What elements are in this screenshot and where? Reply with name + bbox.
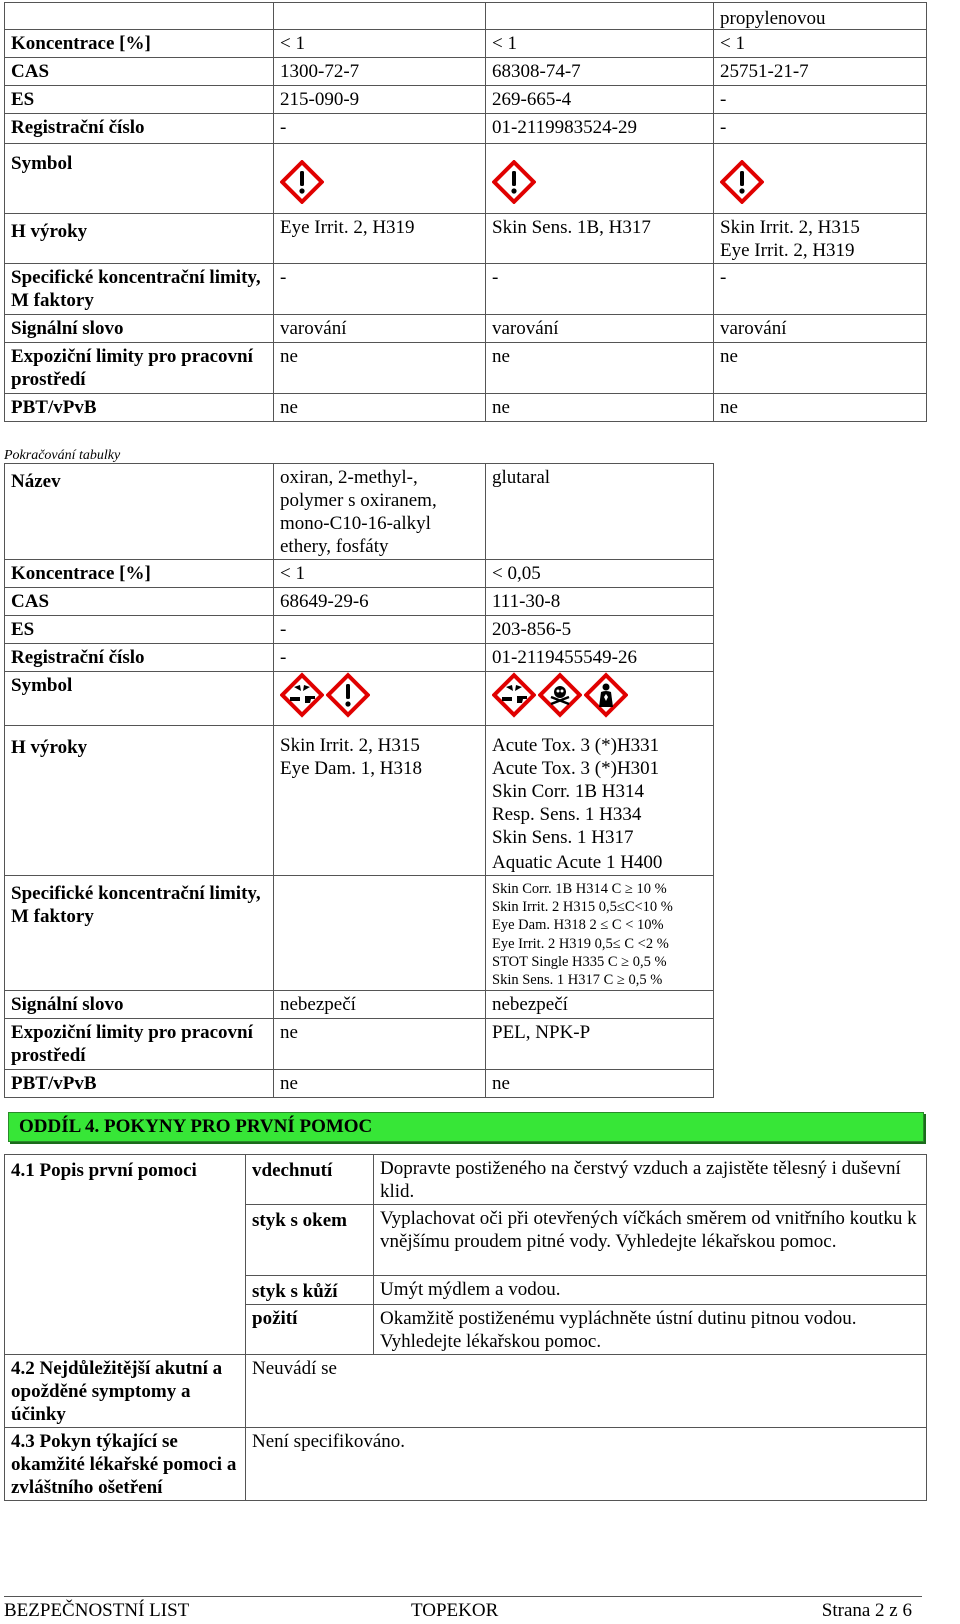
cell: ne bbox=[274, 394, 486, 422]
table-row bbox=[5, 114, 927, 144]
pictogram-group bbox=[720, 160, 764, 204]
table-row bbox=[5, 672, 714, 726]
row-label: H výroky bbox=[5, 726, 274, 876]
route-label: styk s okem bbox=[246, 1205, 374, 1276]
cell bbox=[486, 876, 714, 991]
footer-page-number: Strana 2 z 6 bbox=[821, 1600, 912, 1621]
cell: glutaral bbox=[486, 464, 714, 560]
cell: Skin Sens. 1B, H317 bbox=[486, 214, 714, 264]
cell: 269-665-4 bbox=[486, 86, 714, 114]
cell bbox=[486, 144, 714, 214]
cell: < 0,05 bbox=[486, 560, 714, 588]
route-label: styk s kůží bbox=[246, 1276, 374, 1305]
cell bbox=[486, 672, 714, 726]
h-statement: Skin Irrit. 2, H315 bbox=[720, 217, 860, 238]
table-row bbox=[5, 1428, 927, 1501]
row-label: 4.3 Pokyn týkající se okamžité lékařské pomoci a zvláštního ošetření bbox=[5, 1428, 246, 1501]
health-hazard-pictogram-icon bbox=[584, 672, 628, 718]
pictogram-group bbox=[280, 160, 324, 204]
cell: - bbox=[274, 616, 486, 644]
limit-line: Skin Irrit. 2 H315 0,5≤C<10 % bbox=[492, 899, 673, 916]
table-row bbox=[5, 616, 714, 644]
table-row bbox=[5, 726, 714, 876]
cell bbox=[714, 3, 927, 30]
row-label: Signální slovo bbox=[5, 315, 274, 343]
row-label: PBT/vPvB bbox=[5, 394, 274, 422]
table-row bbox=[5, 1019, 714, 1070]
table-row bbox=[5, 876, 714, 991]
cell: - bbox=[274, 114, 486, 144]
table-row bbox=[5, 1070, 714, 1098]
h-statement: Skin Sens. 1 H317 bbox=[492, 827, 634, 848]
table-row bbox=[5, 30, 927, 58]
row-label: Registrační číslo bbox=[5, 114, 274, 144]
cell bbox=[274, 672, 486, 726]
cell: < 1 bbox=[714, 30, 927, 58]
cell bbox=[274, 144, 486, 214]
table-row bbox=[5, 1155, 927, 1205]
first-aid-text: Okamžitě postiženému vypláchněte ústní dutinu pitnou vodou. Vyhledejte lékařskou pomoc. bbox=[374, 1305, 927, 1355]
h-statement: Aquatic Acute 1 H400 bbox=[492, 852, 663, 873]
cell: ne bbox=[486, 1070, 714, 1098]
route-label: požití bbox=[246, 1305, 374, 1355]
cell: ne bbox=[714, 343, 927, 394]
composition-table-1 bbox=[4, 2, 927, 422]
cell: oxiran, 2-methyl-, polymer s oxiranem, mono-C10-16-alkyl ethery, fosfáty bbox=[274, 464, 486, 560]
cell: 215-090-9 bbox=[274, 86, 486, 114]
cell: varování bbox=[486, 315, 714, 343]
continuation-note: Pokračování tabulky bbox=[4, 448, 121, 463]
h-statement: Skin Corr. 1B H314 bbox=[492, 781, 645, 802]
cell: 25751-21-7 bbox=[714, 58, 927, 86]
first-aid-text: Neuvádí se bbox=[246, 1355, 927, 1428]
table-row bbox=[5, 1355, 927, 1428]
route-label: vdechnutí bbox=[246, 1155, 374, 1205]
table-row bbox=[5, 343, 927, 394]
pictogram-group bbox=[492, 672, 628, 718]
footer-product-name: TOPEKOR bbox=[411, 1600, 499, 1621]
row-label: 4.2 Nejdůležitější akutní a opožděné symptomy a účinky bbox=[5, 1355, 246, 1428]
cell bbox=[714, 144, 927, 214]
cell bbox=[5, 3, 274, 30]
table-row bbox=[5, 991, 714, 1019]
table-row bbox=[5, 264, 927, 315]
cell: < 1 bbox=[274, 30, 486, 58]
exclamation-mark-pictogram-icon bbox=[492, 160, 536, 204]
cell: - bbox=[274, 644, 486, 672]
table-row bbox=[5, 588, 714, 616]
row-label: PBT/vPvB bbox=[5, 1070, 274, 1098]
cell: < 1 bbox=[486, 30, 714, 58]
limit-line: Skin Corr. 1B H314 C ≥ 10 % bbox=[492, 881, 667, 897]
cell: 68649-29-6 bbox=[274, 588, 486, 616]
table-row bbox=[5, 58, 927, 86]
cell: PEL, NPK-P bbox=[486, 1019, 714, 1070]
row-label: Expoziční limity pro pracovní prostředí bbox=[5, 343, 274, 394]
row-label: Symbol bbox=[5, 672, 274, 726]
cell: - bbox=[714, 86, 927, 114]
cell: - bbox=[714, 114, 927, 144]
row-label: Název bbox=[5, 464, 274, 560]
cell bbox=[486, 3, 714, 30]
cell: ne bbox=[486, 394, 714, 422]
cell: - bbox=[486, 264, 714, 315]
cell: Eye Irrit. 2, H319 bbox=[274, 214, 486, 264]
row-label: Symbol bbox=[5, 144, 274, 214]
first-aid-text: Dopravte postiženého na čerstvý vzduch a zajistěte tělesný i duševní klid. bbox=[374, 1155, 927, 1205]
cell bbox=[274, 726, 486, 876]
cell: - bbox=[714, 264, 927, 315]
cell: ne bbox=[274, 1019, 486, 1070]
cell bbox=[486, 726, 714, 876]
h-statement: Resp. Sens. 1 H334 bbox=[492, 804, 642, 825]
row-label: H výroky bbox=[5, 214, 274, 264]
first-aid-table bbox=[4, 1154, 927, 1501]
corrosion-pictogram-icon bbox=[280, 672, 324, 718]
h-statement: Eye Irrit. 2, H319 bbox=[720, 240, 855, 261]
table-row bbox=[5, 464, 714, 560]
table-row bbox=[5, 144, 927, 214]
row-label: Registrační číslo bbox=[5, 644, 274, 672]
limit-line: Eye Irrit. 2 H319 0,5≤ C <2 % bbox=[492, 935, 669, 952]
cell: ne bbox=[486, 343, 714, 394]
h-statement: Eye Dam. 1, H318 bbox=[280, 758, 422, 779]
pictogram-group bbox=[492, 160, 536, 204]
cell: 203-856-5 bbox=[486, 616, 714, 644]
row-label: Expoziční limity pro pracovní prostředí bbox=[5, 1019, 274, 1070]
limit-line: Eye Dam. H318 2 ≤ C < 10% bbox=[492, 917, 664, 934]
cell: 68308-74-7 bbox=[486, 58, 714, 86]
cell: 01-2119983524-29 bbox=[486, 114, 714, 144]
pictogram-group bbox=[280, 672, 370, 718]
table-row bbox=[5, 394, 927, 422]
cell: varování bbox=[714, 315, 927, 343]
corrosion-pictogram-icon bbox=[492, 672, 536, 718]
cell: nebezpečí bbox=[274, 991, 486, 1019]
row-label: Koncentrace [%] bbox=[5, 30, 274, 58]
first-aid-text: Není specifikováno. bbox=[246, 1428, 927, 1501]
row-label: Koncentrace [%] bbox=[5, 560, 274, 588]
cell bbox=[274, 876, 486, 991]
table-row bbox=[5, 644, 714, 672]
first-aid-text: Vyplachovat oči při otevřených víčkách směrem od vnitřního koutku k vnějšímu proudem pitné vody. Vyhledejte lékařskou pomoc. bbox=[374, 1205, 927, 1276]
exclamation-mark-pictogram-icon bbox=[280, 160, 324, 204]
cell bbox=[274, 3, 486, 30]
limit-line: STOT Single H335 C ≥ 0,5 % bbox=[492, 953, 667, 970]
row-label: Specifické koncentrační limity, M faktory bbox=[5, 264, 274, 315]
skull-crossbones-pictogram-icon bbox=[538, 672, 582, 718]
row-label: CAS bbox=[5, 588, 274, 616]
page-footer bbox=[4, 1596, 922, 1622]
cell: - bbox=[274, 264, 486, 315]
table-row bbox=[5, 560, 714, 588]
cell: ne bbox=[274, 1070, 486, 1098]
h-statement: Acute Tox. 3 (*)H331 bbox=[492, 735, 660, 756]
table-row bbox=[5, 3, 927, 30]
exclamation-mark-pictogram-icon bbox=[720, 160, 764, 204]
limit-line: Skin Sens. 1 H317 C ≥ 0,5 % bbox=[492, 972, 663, 989]
cell: ne bbox=[714, 394, 927, 422]
row-label: CAS bbox=[5, 58, 274, 86]
table-row bbox=[5, 214, 927, 264]
cell: nebezpečí bbox=[486, 991, 714, 1019]
cell: 01-2119455549-26 bbox=[486, 644, 714, 672]
table-row bbox=[5, 86, 927, 114]
footer-doc-type: BEZPEČNOSTNÍ LIST bbox=[4, 1600, 190, 1621]
exclamation-mark-pictogram-icon bbox=[326, 672, 370, 718]
row-label: ES bbox=[5, 86, 274, 114]
composition-table-2 bbox=[4, 463, 714, 1098]
row-label: 4.1 Popis první pomoci bbox=[5, 1155, 246, 1355]
cell: varování bbox=[274, 315, 486, 343]
cell: < 1 bbox=[274, 560, 486, 588]
row-label: ES bbox=[5, 616, 274, 644]
table-row bbox=[5, 315, 927, 343]
row-label: Specifické koncentrační limity, M faktory bbox=[5, 876, 274, 991]
row-label: Signální slovo bbox=[5, 991, 274, 1019]
name-value: propylenovou bbox=[720, 8, 826, 29]
cell: ne bbox=[274, 343, 486, 394]
h-statement: Skin Irrit. 2, H315 bbox=[280, 735, 420, 756]
first-aid-text: Umýt mýdlem a vodou. bbox=[374, 1276, 927, 1305]
cell bbox=[714, 214, 927, 264]
section-4-header: ODDÍL 4. POKYNY PRO PRVNÍ POMOC bbox=[8, 1112, 924, 1142]
cell: 111-30-8 bbox=[486, 588, 714, 616]
cell: 1300-72-7 bbox=[274, 58, 486, 86]
h-statement: Acute Tox. 3 (*)H301 bbox=[492, 758, 660, 779]
